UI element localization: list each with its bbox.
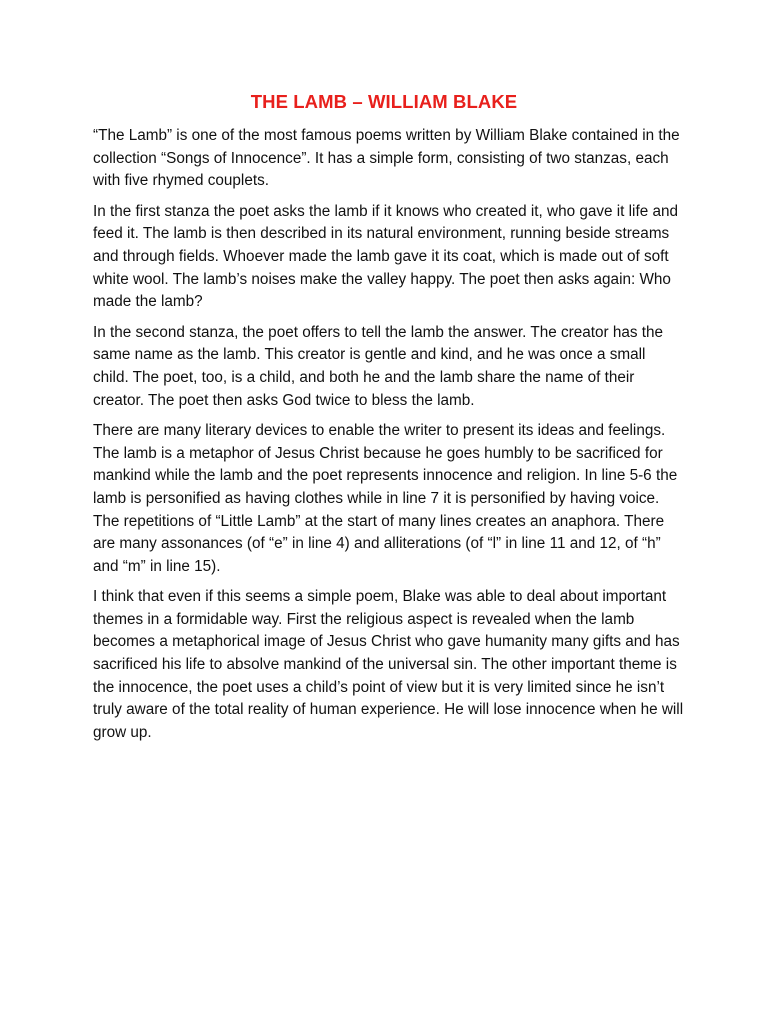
paragraph-first-stanza: In the first stanza the poet asks the lamb if it knows who created it, who gave it life and feed it. The lamb is then described in its natural environment, running beside streams and through fields. Whoever made the lamb gave it its coat, which is made out of soft white wool. The lamb’s noises make the valley happy. The poet then asks again: Who made the lamb?	[93, 202, 678, 311]
paragraph-intro: “The Lamb” is one of the most famous poems written by William Blake contained in the collection “Songs of Innocence”. It has a simple form, consisting of two stanzas, each with five rhymed couplets.	[93, 127, 680, 190]
document-title: THE LAMB – WILLIAM BLAKE	[250, 91, 518, 112]
paragraph-conclusion: I think that even if this seems a simple poem, Blake was able to deal about important themes in a formidable way. First the religious aspect is revealed when the lamb becomes a metaphorical image of Jesus Christ who gave humanity many gifts and has sacrificed his life to absolve mankind of the universal sin. The other important theme is the innocence, the poet uses a child’s point of view but it is very limited since he isn’t truly aware of the total reality of human experience. He will lose innocence when he will grow up.	[93, 588, 684, 741]
document-body	[93, 125, 685, 752]
paragraph-second-stanza: In the second stanza, the poet offers to tell the lamb the answer. The creator has the same name as the lamb. This creator is gentle and kind, and he was once a small child. The poet, too, is a child, and both he and the lamb share the name of their creator. The poet then asks God twice to bless the lamb.	[93, 323, 664, 409]
paragraph-literary-devices: There are many literary devices to enable the writer to present its ideas and feelings. The lamb is a metaphor of Jesus Christ because he goes humbly to be sacrificed for mankind while the lamb and the poet represents innocence and religion. In line 5-6 the lamb is personified as having clothes while in line 7 it is personified by having voice. The repetitions of “Little Lamb” at the start of many lines creates an anaphora. There are many assonances (of “e” in line 4) and alliterations (of “l” in line 11 and 12, of “h” and “m” in line 15).	[93, 422, 678, 575]
